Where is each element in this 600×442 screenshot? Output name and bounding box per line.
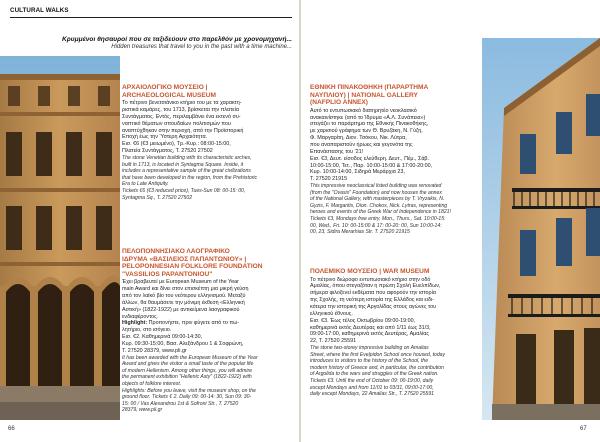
body-line: αναπτύχθηκαν στην περιοχή, από την Προϊστορική [122,127,244,134]
body-line: Era to Late Antiquity. [122,181,169,188]
body-line: 28379, www.pli.gr [122,407,163,414]
article-title [310,268,478,276]
body-line: άλλων, θα θαυμάσετε την μόνιμη έκθεση «Ελληνική [122,299,245,306]
header-rule [10,17,292,18]
body-line: Συντάγματος. Εντός, περιλαμβάνει ένα εκτενό συ- [122,113,241,120]
body-line: except Mondays and from 11/01 to 03/31, 09:00-17:00, [310,384,434,391]
body-line: Φ. Μαργαρίτη, Διον. Τσόκου, Νικ. Λύτρα, [310,135,407,142]
neoclassical-building-illustration [482,38,600,420]
title-line: ΕΘΝΙΚΗ ΠΙΝΑΚΟΘΗΚΗ (ΠΑΡΑΡΤΗΜΑ [310,84,429,91]
info-line: Εισ. €2. Καθημερινά 09:00-14:30, [122,334,203,341]
article-body-greek [310,277,478,345]
body-line: ναπτικό θέματων σπουδαίων πολιτισμών που [122,120,231,127]
article-body-greek [310,108,478,183]
body-line: στεγάζει το παράρτημα της Εθνικής Πινακοθήκης, [310,121,429,128]
body-line: Επανάστασης του '21! [310,148,364,155]
title-line: PELOPONNESIAN FOLKLORE FOUNDATION [122,263,263,271]
body-line: Highlights: Before you leave, visit the museum shop, on the [122,387,256,394]
body-line: Το πέτρινο διώροφο εντυπωσιακό κτήριο στην οδό [310,276,431,283]
body-line: Tickets €3. Until the end of October 09: 00-19:00, daily [310,378,434,384]
article-body-english [310,345,478,398]
body-line: heroes and events of the Greek War of Independence in 1821! [310,209,451,216]
body-line: Έχει βραβευτεί με European Museum of the Year [122,279,239,286]
article-title [310,84,478,107]
info-line: Κυρ. 09:30-15:00, Βασ. Αλεξάνδρου 1 & Σοφρώνη, [122,340,244,347]
body-line: includes a representative sample of the great civilizations [122,168,251,175]
left-article-archaeological [122,84,292,201]
body-line: 00, Wed., Fri. 10: 00-15:00 & 17: 00-20: 00, Sun 10:00-14: [310,222,442,229]
headline-greek: Κρυμμένοι θησαυροί που σε ταξιδεύουν στο παρελθόν με χρονομηχανή... [62,36,292,43]
body-line: (from the "Ovasis" Foundation) and now houses the annex [310,189,442,196]
highlight-text: Προπονήστε, πριν φύγετε από το πω- [147,320,239,327]
info-line: Τ. 27520 28379, www.pli.gr [122,347,187,354]
body-line: Πλατεία Συντάγματος, Τ. 27520 27502 [122,148,213,155]
title-greek: ΑΡΧΑΙΟΛΟΓΙΚΟ ΜΟΥΣΕΙΟ | [122,84,208,91]
body-line: ανακαινίστηκε (από το Ίδρυμα «Α.Λ. Συνάπεια») [310,114,426,121]
body-line: that have been developed in the region, from the Prehistoric [122,174,258,181]
title-line: ΠΟΛΕΜΙΚΟ ΜΟΥΣΕΙΟ | WAR MUSEUM [310,268,430,275]
body-line: από τον λαϊκό βίο του νεότερου ελληνισμού. Μεταξύ [122,293,246,300]
title-line: "VASSILIOS PAPANTONIOU" [122,270,213,278]
article-body-greek [122,100,292,155]
article-body-english [122,155,292,201]
body-line: of modern Hellenism. Among other things, you will admire [122,367,253,374]
body-line: κότερα την ιστορική της Αργολίδας στους αγώνες του [310,303,437,310]
right-article-war-museum [310,268,478,398]
article-title [122,84,292,99]
body-line: λητήριο, στο ισόγειο. [122,327,172,334]
body-line: Tickets €6 (€3 reduced price), Tues-Sun 08: 00-15: 00, [122,187,246,194]
article-body-english [122,355,292,414]
highlight-label: Highlight: [122,320,148,327]
body-line: Τ. 27520 21915 [310,176,348,183]
body-line: built in 1713, is located in Syntagma Square. Inside, it [122,161,244,168]
section-label: CULTURAL WALKS [10,7,69,14]
body-line: Εισ. €6 (€3 μειωμένο), Τρ.-Κυρ.: 08:00-15:00, [122,141,231,148]
title-line: ΙΔΡΥΜΑ «ΒΑΣΙΛΕΙΟΣ ΠΑΠΑΝΤΩΝΙΟΥ» | [122,255,247,263]
article-title [122,248,292,278]
body-line: Εποχή έως την Ύστερη Αρχαιότητα. [122,134,208,141]
body-line: 10:00-15:00, Τετ., Παρ. 10:00-15:00 & 17:00-20:00, [310,162,433,169]
body-line: Το πέτρινο βενετσιάνικο κτήριο του με τα χαρακτη- [122,100,242,107]
body-line: Tickets €3, Mondays free entry. Mon., Thurs., Sat. 10:00-15: [310,216,446,223]
left-article-folklore [122,248,292,414]
body-line: of Argolida to the wars and struggles of the Greek nation. [310,371,439,378]
page-number-left: 66 [8,426,15,432]
body-line: It has been awarded with the European Museum of the Year [122,354,258,361]
body-line: the permanent exhibition "Hellenic Asty" (1822-1922) with [122,374,252,381]
body-line: daily except Mondays, 22 Amalias Str., T. 27520 25591 [310,391,435,398]
article-body-english [310,183,478,236]
title-line: ΠΕΛΟΠΟΝΝΗΣΙΑΚΟ ΛΑΟΓΡΑΦΙΚΟ [122,248,230,255]
body-line: 22, Τ. 27520 25591 [310,338,357,345]
body-line: Syntagma Sq., T. 27520 27502 [122,194,193,201]
body-line: Εισ. €3. Έως τέλος Οκτωβρίου 09:00-19:00, [310,317,416,324]
body-line: 15: 00 / Vas Alexandrou 1st & Sofroni Str., T. 27520 [122,400,239,407]
body-line: objects of folklore interest. [122,381,182,388]
headline-english: Hidden treasures that travel to you in the past with a time machine... [111,44,292,50]
body-line: Εισ. €3, Δευτ. είσοδος ελεύθερη. Δευτ., Πέμ., Σάβ. [310,155,430,162]
title-english: ARCHAEOLOGICAL MUSEUM [122,91,217,99]
body-line: Street, where the first Evelpidon School once housed, today [310,351,446,358]
body-line: ground floor. Tickets € 2. Daily 09: 00-14: 30, Sun 09: 30- [122,394,252,401]
body-line: of the National Gallery, with masterpieces by T. Vryzakis, N. [310,196,445,203]
body-line: ενδιαφέροντος. [122,313,159,320]
page-gutter [299,0,301,442]
body-line: main Award και δίνει στον επισκέπτη μια μικρή γεύση [122,286,249,293]
body-line: 09:00-17:00, καθημερινά εκτός Δευτέρας, Αμαλίας [310,331,430,338]
body-line: ριστικά καμάρες, του 1713, βρίσκεται την πλατεία [122,107,239,114]
body-line: Κυρ. 10:00-14:00, Σιδηρά Μεράρχια 23, [310,169,405,176]
body-line: Award and gives the visitor a small taste of the popular life [122,361,254,368]
body-line: σήμερα φιλοξενεί εκθέματα που αφορούν την ιστορία [310,290,436,297]
body-line: Gyzis, F. Margaritis, Dion. Chokos, Nick. Lytras, representing [310,202,448,209]
war-museum-photo [482,38,600,420]
body-line: introduces to visitors to the history of the School, the [310,358,429,365]
body-line: The stone two-storey impressive building on Amalias [310,345,429,352]
body-line: με χαρισιού γράφημα των Θ. Βρυζάκη, Ν. Γύζη, [310,128,423,135]
body-line: This impressive neoclassical listed building was renovated [310,183,442,190]
body-line: 00, 23, Sidira Merarhias Str. T. 27520 21915 [310,229,410,236]
body-line: Αυτό το εντυπωσιακό διατηρητέο νεοκλασικό [310,107,417,114]
body-line: καθημερινά εκτός Δευτέρας και από 1/11 έως 31/3, [310,324,431,331]
page-number-right: 67 [580,426,587,432]
body-line: modern history of Greece and, in particular, the contribution [310,364,444,371]
title-line: ΝΑΥΠΛΙΟΥ) | NATIONAL GALLERY [310,91,418,99]
arcade-building-illustration [0,56,120,420]
archaeological-museum-photo [0,56,120,420]
right-article-gallery [310,84,478,236]
title-line: (NAFPLIO ANNEX) [310,99,368,107]
article-body-greek [122,279,292,354]
body-line: Αμαλίας, όπου στεγαζόταν η πρώτη Σχολή Ευελπίδων, [310,283,441,290]
body-line: Αστική» (1822-1922) με αντικείμενα λαογραφικού [122,306,240,313]
body-line: της Σχολής, τη νεότερη ιστορία της Ελλάδος και ειδι- [310,297,434,304]
body-line: που αναπαριστούν ήρωες και γεγονότα της [310,142,413,148]
body-line: ελληνικού έθνους. [310,310,353,317]
body-line: The stone Venetian building with its characteristic arches, [122,154,252,161]
